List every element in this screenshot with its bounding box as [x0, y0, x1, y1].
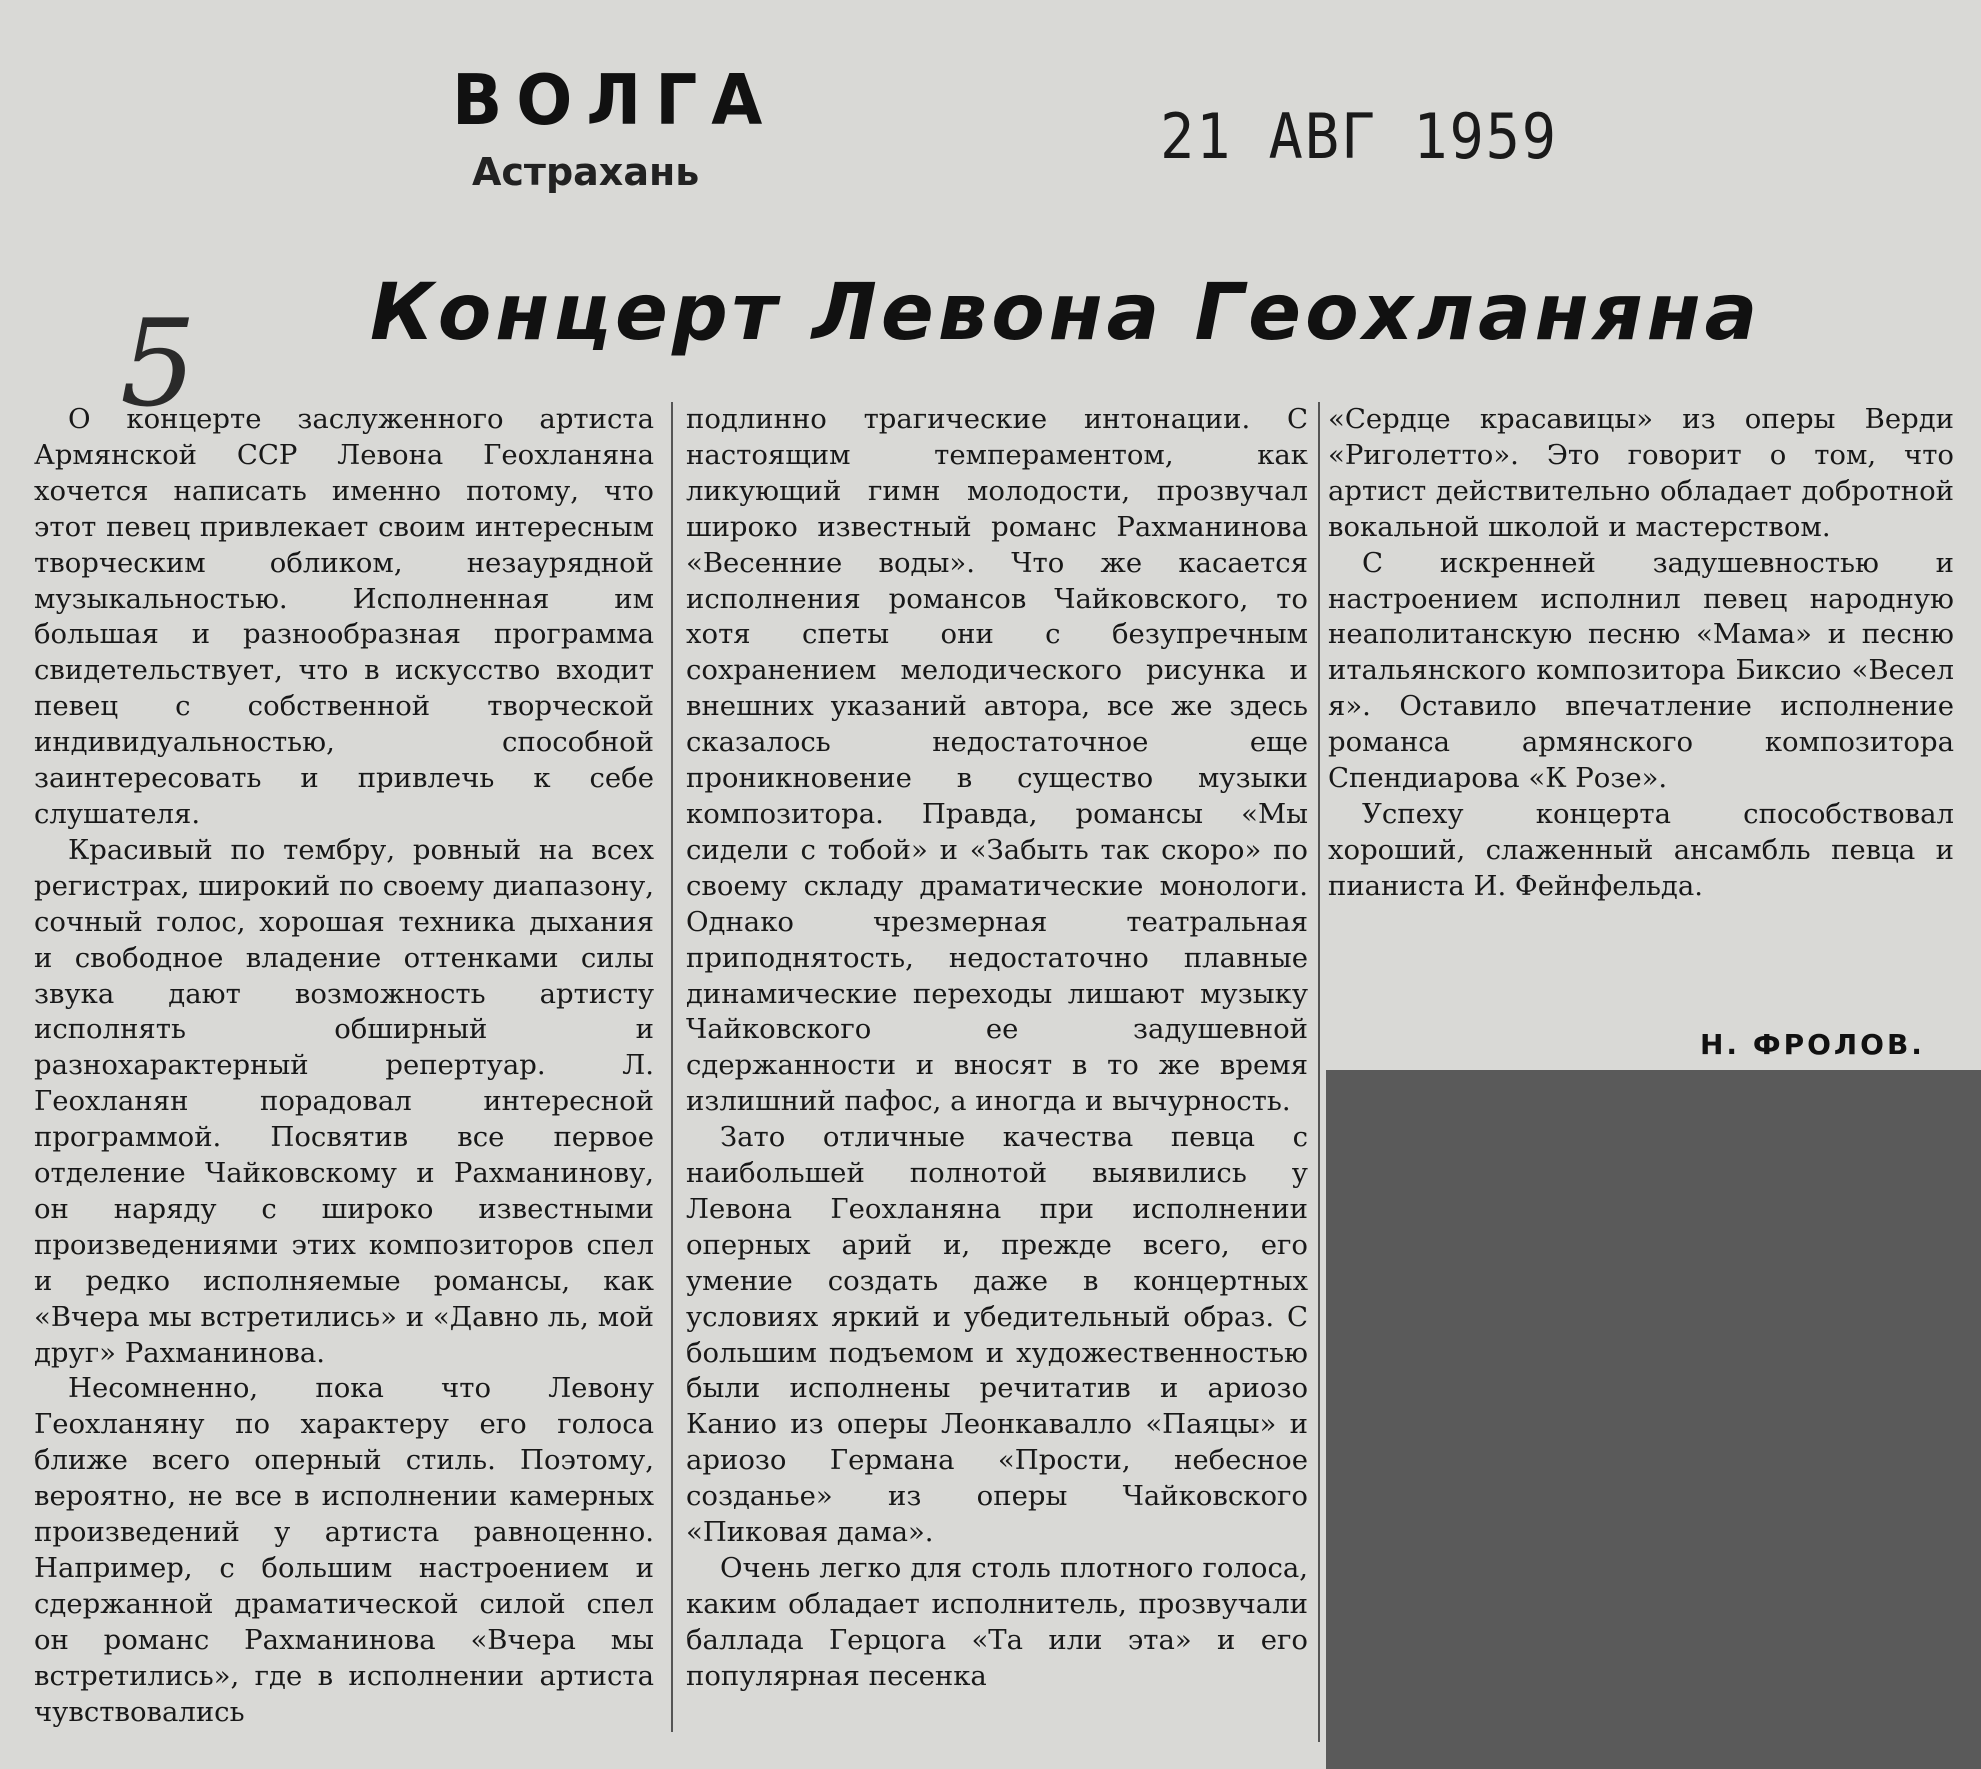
stamp-date: 21 АВГ 1959 — [1160, 100, 1559, 173]
article-title: Концерт Левона Геохланяна — [370, 268, 1762, 358]
article-column-3 — [1328, 402, 1954, 905]
column-divider — [671, 402, 673, 1732]
article-column-1 — [34, 402, 654, 1731]
paragraph: Красивый по тембру, ровный на всех регистрах, широкий по своему диапазону, сочный голос, хорошая техника дыхания и свободное владение оттенками силы звука дают возможность артисту исполнять обширный и разнохарактерный репертуар. Л. Геохланян порадовал интересной программой. Посвятив все первое отделение Чайковскому и Рахманинову, он наряду с широко известными произведениями этих композиторов спел и редко исполняемые романсы, как «Вчера мы встретились» и «Давно ль, мой друг» Рахманинова. — [34, 833, 654, 1369]
article-column-2 — [686, 402, 1308, 1695]
author-signature: Н. ФРОЛОВ. — [1700, 1028, 1925, 1061]
paragraph: О концерте заслуженного артиста Армянской ССР Левона Геохланяна хочется написать именно потому, что этот певец привлекает своим интересным творческим обликом, незаурядной музыкальностью. Исполненная им большая и разнообразная программа свидетельствует, что в искусство входит певец с собственной творческой индивидуальностью, способной заинтересовать и привлечь к себе слушателя. — [34, 403, 654, 830]
paragraph: Зато отличные качества певца с наибольшей полнотой выявились у Левона Геохланяна при исполнении оперных арий и, прежде всего, его умение создать даже в концертных условиях яркий и убедительный образ. С большим подъемом и художественностью были исполнены речитатив и ариозо Канио из оперы Леонкавалло «Паяцы» и ариозо Германа «Прости, небесное созданье» из оперы Чайковского «Пиковая дама». — [686, 1121, 1308, 1549]
stamp-newspaper-name: ВОЛГА — [452, 60, 777, 141]
paragraph: «Сердце красавицы» из оперы Верди «Риголетто». Это говорит о том, что артист действительно обладает добротной вокальной школой и мастерством. — [1328, 403, 1954, 543]
stamp-city: Астрахань — [472, 150, 700, 194]
paragraph: Успеху концерта способствовал хороший, слаженный ансамбль певца и пианиста И. Фейнфельда. — [1328, 797, 1954, 902]
paragraph: подлинно трагические интонации. С настоящим темпераментом, как ликующий гимн молодости, прозвучал широко известный романс Рахманинова «Весенние воды». Что же касается исполнения романсов Чайковского, то хотя спеты они с безупречным сохранением мелодического рисунка и внешних указаний автора, все же здесь сказалось недостаточное еще проникновение в существо музыки композитора. Правда, романсы «Мы сидели с тобой» и «Забыть так скоро» по своему складу драматические монологи. Однако чрезмерная театральная приподнятость, недостаточно плавные динамические переходы лишают музыку Чайковского ее задушевной сдержанности и вносят в то же время излишний пафос, а иногда и вычурность. — [686, 403, 1308, 1118]
column-divider — [1318, 402, 1320, 1742]
paragraph: С искренней задушевностью и настроением исполнил певец народную неаполитанскую песню «Мама» и песню итальянского композитора Биксио «Весел я». Оставило впечатление исполнение романса армянского композитора Спендиарова «К Розе». — [1328, 546, 1954, 795]
handwritten-number: 5 — [120, 295, 197, 434]
paragraph: Очень легко для столь плотного голоса, каким обладает исполнитель, прозвучали баллада Герцога «Та или эта» и его популярная песенка — [686, 1552, 1308, 1692]
paragraph: Несомненно, пока что Левону Геохланяну по характеру его голоса ближе всего оперный стиль. Поэтому, вероятно, не все в исполнении камерных произведений у артиста равноценно. Например, с большим настроением и сдержанной драматической силой спел он романс Рахманинова «Вчера мы встретились», где в исполнении артиста чувствовались — [34, 1372, 654, 1728]
